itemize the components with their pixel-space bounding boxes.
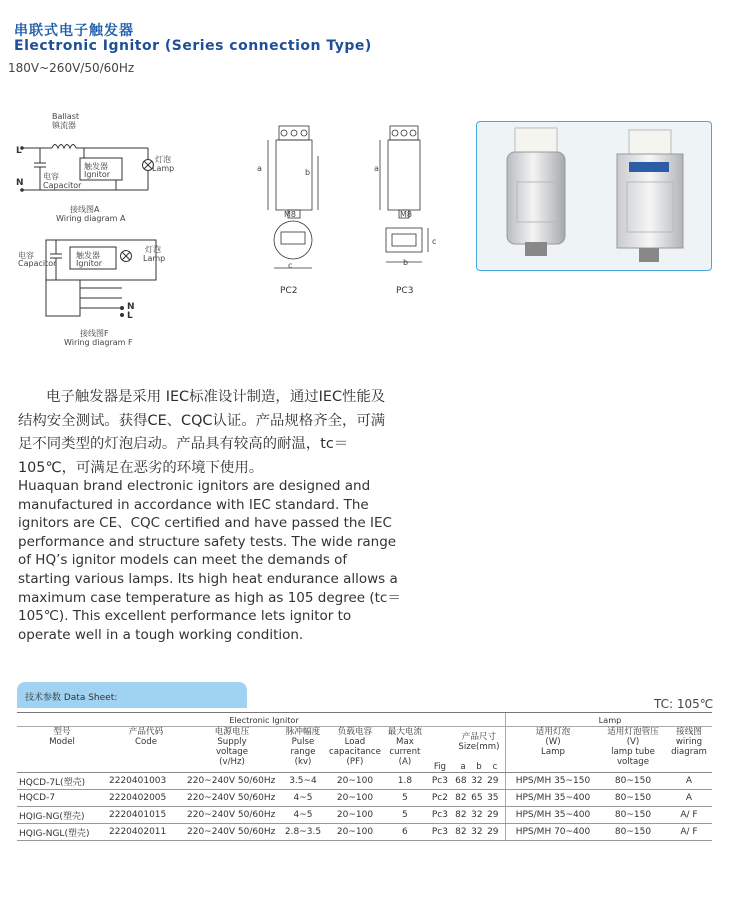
table-cell-current: 5 [383, 790, 427, 807]
pc2-dim-a: a [257, 164, 262, 173]
lamp-label-cn: 灯泡 [155, 155, 171, 164]
table-cell-code: 2220401003 [107, 773, 185, 790]
capacitor-f-label-en: Capacitor [18, 259, 57, 268]
table-cell-a: 68 [453, 773, 469, 790]
table-cell-a: 82 [453, 824, 469, 841]
datasheet-table [17, 712, 712, 841]
lamp-label-en: Lamp [152, 164, 175, 173]
ignitor-f-label-en: Ignitor [76, 259, 103, 268]
table-cell-b: 32 [469, 807, 485, 824]
capacitor-f-label-cn: 电容 [18, 251, 34, 260]
table-cell-current: 5 [383, 807, 427, 824]
table-cell-lamp: HPS/MH 70~400 [506, 824, 601, 841]
table-cell-wiring: A/ F [666, 824, 712, 841]
lamp-f-label-en: Lamp [143, 254, 166, 263]
diagram-a-caption-en: Wiring diagram A [56, 214, 126, 223]
pc3-thread: M8 [400, 210, 412, 219]
ballast-label-en: Ballast [52, 112, 80, 121]
datasheet-tab: 技术参数 Data Sheet: [17, 682, 247, 708]
table-cell-wiring: A [666, 790, 712, 807]
title-english: Electronic Ignitor (Series connection Type) [14, 38, 372, 54]
capacitor-label-en: Capacitor [43, 181, 82, 190]
table-cell-model: HQCD-7L(塑壳) [17, 773, 107, 790]
voltage-range: 180V~260V/50/60Hz [8, 61, 135, 75]
table-cell-b: 65 [469, 790, 485, 807]
line-f-label: L [127, 311, 133, 321]
neutral-f-label: N [127, 302, 135, 312]
table-cell-c: 29 [485, 773, 501, 790]
ignitor-f-label-cn: 触发器 [76, 251, 100, 260]
table-cell-lamp: HPS/MH 35~400 [506, 807, 601, 824]
table-cell-voltage: 220~240V 50/60Hz [185, 790, 279, 807]
pc3-dim-a: a [374, 164, 379, 173]
table-cell-c: 35 [485, 790, 501, 807]
table-cell-load: 20~100 [327, 773, 383, 790]
table-cell-model: HQIG-NG(塑壳) [17, 807, 107, 824]
pc3-dim-c: c [432, 237, 437, 246]
table-cell-c: 29 [485, 824, 501, 841]
table-cell-load: 20~100 [327, 790, 383, 807]
table-cell-code: 2220402011 [107, 824, 185, 841]
table-cell-pulse: 3.5~4 [279, 773, 327, 790]
table-cell-b: 32 [469, 824, 485, 841]
table-cell-pulse: 4~5 [279, 790, 327, 807]
table-column-header: 型号 Model 产品代码 Code 电源电压 Supply voltage (v/Hz) 脉冲幅度 Pulse range (kv) 负载电容 Load capacitance (PF) 最大电流 Max current (A) Fig 产品尺寸 Size(mm) a b c 适用灯泡 (W) Lamp 适用灯泡管压 (V) lamp tube voltage 接线图 wiring diagram [17, 727, 712, 773]
table-cell-current: 1.8 [383, 773, 427, 790]
case-temperature: TC: 105℃ [654, 697, 714, 711]
product-photo-illustration [477, 122, 711, 270]
table-group-header [17, 713, 712, 727]
table-cell-tube: 80~150 [600, 824, 666, 841]
table-cell-tube: 80~150 [600, 807, 666, 824]
table-cell-lamp: HPS/MH 35~400 [506, 790, 601, 807]
pc2-thread: M8 [284, 210, 296, 219]
table-cell-fig: Pc3 [427, 773, 453, 790]
lamp-f-label-cn: 灯泡 [145, 245, 161, 254]
line-terminal-label: L [16, 146, 22, 156]
table-row [17, 807, 712, 824]
pc3-label: PC3 [396, 286, 414, 296]
pc3-dim-b: b [403, 258, 409, 267]
diagram-f-caption-cn: 接线图F [80, 329, 109, 338]
table-cell-load: 20~100 [327, 824, 383, 841]
pc2-label: PC2 [280, 286, 298, 296]
table-cell-code: 2220402005 [107, 790, 185, 807]
ignitor-label-cn: 触发器 [84, 162, 108, 171]
diagram-f-caption-en: Wiring diagram F [64, 338, 133, 347]
ignitor-label-en: Ignitor [84, 170, 111, 179]
table-cell-code: 2220401015 [107, 807, 185, 824]
product-photo [476, 121, 712, 271]
diagram-a-caption-cn: 接线图A [70, 205, 100, 214]
group-label-ignitor: Electronic Ignitor [17, 713, 506, 727]
table-cell-voltage: 220~240V 50/60Hz [185, 773, 279, 790]
table-cell-fig: Pc3 [427, 807, 453, 824]
table-cell-model: HQIG-NGL(塑壳) [17, 824, 107, 841]
table-cell-tube: 80~150 [600, 790, 666, 807]
pc2-dim-c: c [288, 261, 293, 270]
table-cell-a: 82 [453, 807, 469, 824]
table-row [17, 790, 712, 807]
table-row [17, 824, 712, 841]
description-chinese: 电子触发器是采用 IEC标准设计制造，通过IEC性能及结构安全测试。获得CE、CQC认证。产品规格齐全，可满足不同类型的灯泡启动。产品具有较高的耐温，tc＝105℃，可满足在恶劣的环境下使用。 [18, 389, 386, 476]
table-cell-wiring: A/ F [666, 807, 712, 824]
title-chinese: 串联式电子触发器 [14, 23, 134, 39]
group-label-lamp: Lamp [506, 713, 713, 727]
table-cell-pulse: 4~5 [279, 807, 327, 824]
description-english: Huaquan brand electronic ignitors are designed and manufactured in accordance with IEC standard. The ignitors are CE、CQC certified and have passed the IEC performance and structure safety tests. The wide range of HQ’s ignitor models can meet the demands of starting various lamps. Its high heat endurance allows a maximum case temperature as high as 105 degree (tc＝105℃). This excellent performance lets ignitor to operate well in a tough working condition. [18, 478, 401, 643]
table-cell-wiring: A [666, 773, 712, 790]
capacitor-label-cn: 电容 [43, 172, 59, 181]
table-cell-b: 32 [469, 773, 485, 790]
table-cell-lamp: HPS/MH 35~150 [506, 773, 601, 790]
table-cell-load: 20~100 [327, 807, 383, 824]
table-cell-model: HQCD-7 [17, 790, 107, 807]
table-row [17, 773, 712, 790]
table-cell-c: 29 [485, 807, 501, 824]
pc2-dim-b: b [305, 168, 311, 177]
pc2-dimension-drawing [262, 122, 332, 282]
table-cell-tube: 80~150 [600, 773, 666, 790]
table-cell-current: 6 [383, 824, 427, 841]
table-cell-a: 82 [453, 790, 469, 807]
ballast-label-cn: 镇流器 [52, 121, 76, 130]
table-cell-fig: Pc3 [427, 824, 453, 841]
neutral-terminal-label: N [16, 178, 24, 188]
table-cell-voltage: 220~240V 50/60Hz [185, 824, 279, 841]
table-cell-fig: Pc2 [427, 790, 453, 807]
table-cell-voltage: 220~240V 50/60Hz [185, 807, 279, 824]
wiring-diagram-a [12, 108, 192, 198]
table-cell-pulse: 2.8~3.5 [279, 824, 327, 841]
